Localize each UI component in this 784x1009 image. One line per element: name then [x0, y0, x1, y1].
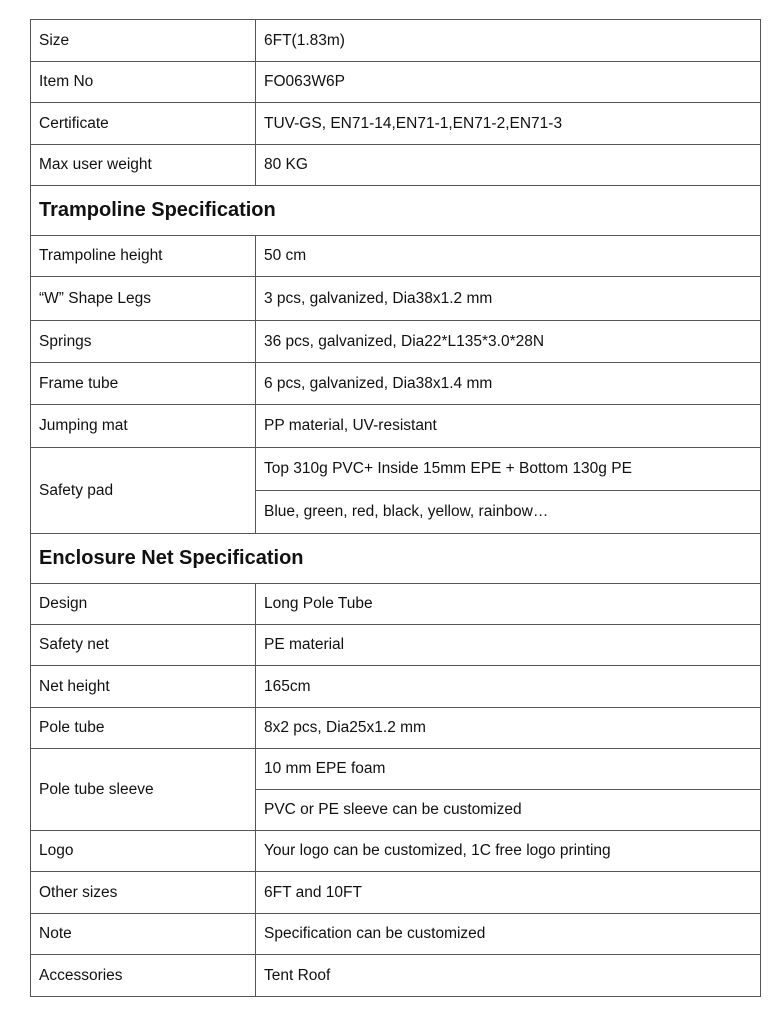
table-row-frame-tube: [31, 363, 761, 405]
row-value: TUV-GS, EN71-14,EN71-1,EN71-2,EN71-3: [256, 103, 761, 145]
row-value: 3 pcs, galvanized, Dia38x1.2 mm: [256, 277, 761, 321]
table-row-logo: [31, 831, 761, 872]
row-value: 6FT and 10FT: [256, 872, 761, 914]
row-value: 165cm: [256, 666, 761, 708]
row-label: Net height: [31, 666, 256, 708]
table-row-jumping-mat: [31, 405, 761, 448]
table-row-net-height: [31, 666, 761, 708]
row-value: 50 cm: [256, 236, 761, 277]
spec-table: [30, 19, 761, 997]
row-label: Size: [31, 20, 256, 62]
table-row-note: [31, 914, 761, 955]
row-label: Trampoline height: [31, 236, 256, 277]
section-title: Trampoline Specification: [31, 186, 761, 236]
table-row-pole-tube-sleeve: [31, 749, 761, 790]
table-row-safety-net: [31, 625, 761, 666]
row-label: Pole tube: [31, 708, 256, 749]
row-label: Note: [31, 914, 256, 955]
table-row-size: [31, 20, 761, 62]
row-label: Logo: [31, 831, 256, 872]
row-value: 6FT(1.83m): [256, 20, 761, 62]
row-value: Specification can be customized: [256, 914, 761, 955]
table-row-certificate: [31, 103, 761, 145]
row-label: “W” Shape Legs: [31, 277, 256, 321]
row-value: Your logo can be customized, 1C free logo printing: [256, 831, 761, 872]
table-row-springs: [31, 321, 761, 363]
table-row-other-sizes: [31, 872, 761, 914]
row-label: Safety net: [31, 625, 256, 666]
row-label: Max user weight: [31, 145, 256, 186]
row-label: Safety pad: [31, 448, 256, 534]
row-value: PVC or PE sleeve can be customized: [256, 790, 761, 831]
table-row-accessories: [31, 955, 761, 997]
row-label: Accessories: [31, 955, 256, 997]
row-value: Long Pole Tube: [256, 584, 761, 625]
section-title: Enclosure Net Specification: [31, 534, 761, 584]
table-row-max-user-weight: [31, 145, 761, 186]
row-label: Jumping mat: [31, 405, 256, 448]
row-value: 80 KG: [256, 145, 761, 186]
row-value: Blue, green, red, black, yellow, rainbow…: [256, 491, 761, 534]
row-label: Item No: [31, 62, 256, 103]
table-row-pole-tube: [31, 708, 761, 749]
row-value: PP material, UV-resistant: [256, 405, 761, 448]
table-row-design: [31, 584, 761, 625]
row-label: Frame tube: [31, 363, 256, 405]
row-label: Certificate: [31, 103, 256, 145]
row-label: Springs: [31, 321, 256, 363]
row-label: Other sizes: [31, 872, 256, 914]
row-value: 8x2 pcs, Dia25x1.2 mm: [256, 708, 761, 749]
table-row-item-no: [31, 62, 761, 103]
row-value: 10 mm EPE foam: [256, 749, 761, 790]
section-heading-enclosure: [31, 534, 761, 584]
table-row-safety-pad: [31, 448, 761, 491]
row-label: Pole tube sleeve: [31, 749, 256, 831]
section-heading-trampoline: [31, 186, 761, 236]
row-value: 6 pcs, galvanized, Dia38x1.4 mm: [256, 363, 761, 405]
row-value: 36 pcs, galvanized, Dia22*L135*3.0*28N: [256, 321, 761, 363]
table-row-trampoline-height: [31, 236, 761, 277]
row-value: PE material: [256, 625, 761, 666]
row-label: Design: [31, 584, 256, 625]
row-value: Tent Roof: [256, 955, 761, 997]
table-row-w-shape-legs: [31, 277, 761, 321]
row-value: Top 310g PVC+ Inside 15mm EPE + Bottom 130g PE: [256, 448, 761, 491]
row-value: FO063W6P: [256, 62, 761, 103]
